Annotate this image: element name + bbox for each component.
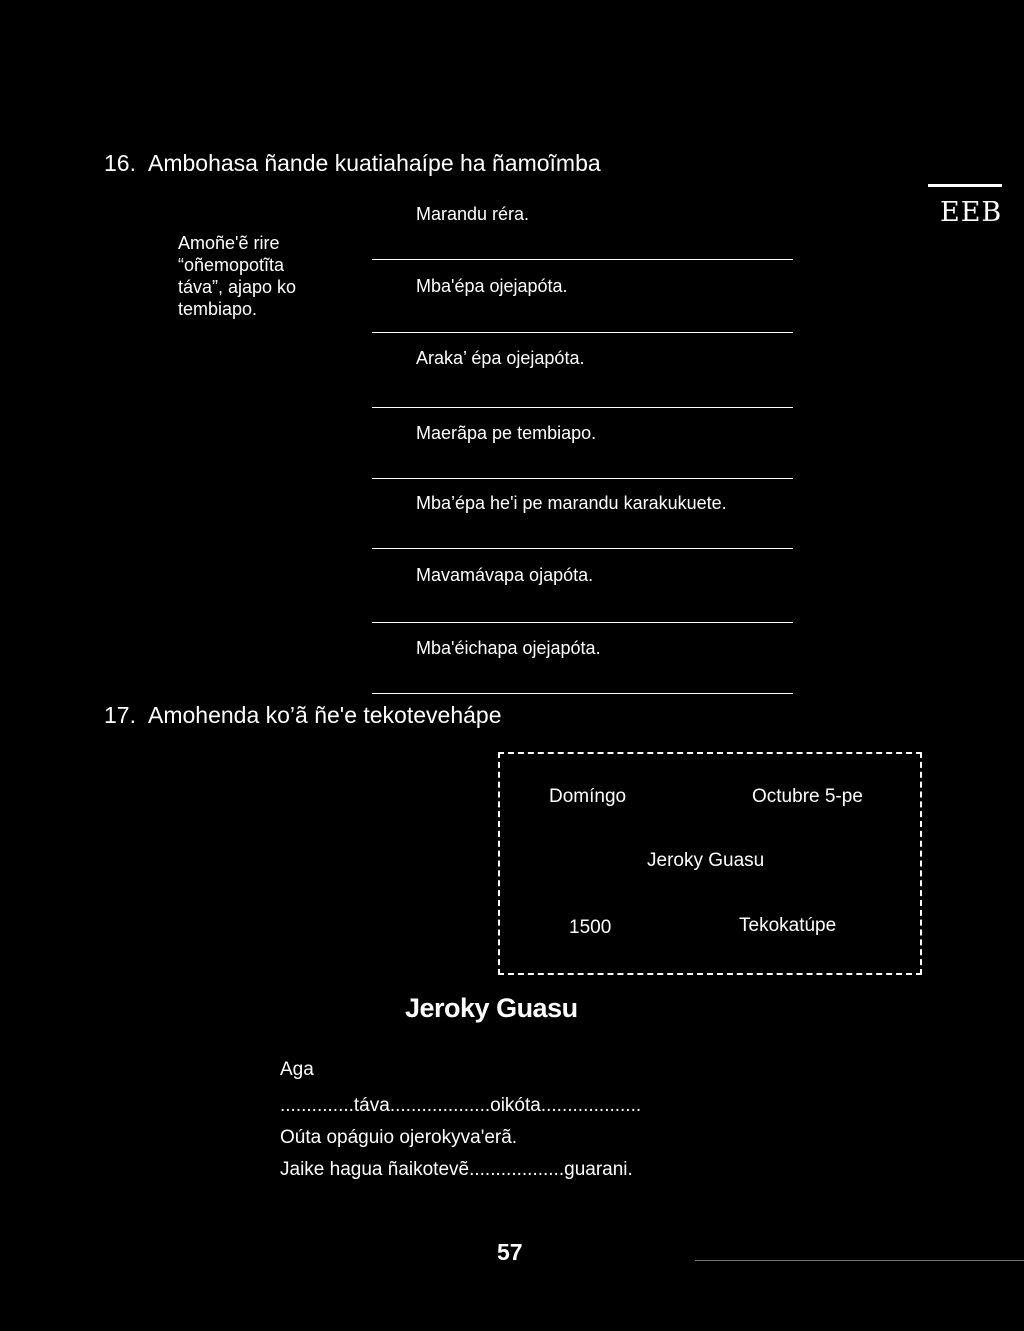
question-prompt: Marandu réra. <box>416 204 530 224</box>
footer-rule <box>695 1260 1024 1261</box>
exercise-17-heading <box>104 702 502 729</box>
invitation-place: Tekokatúpe <box>739 915 837 936</box>
answer-line[interactable] <box>372 548 793 549</box>
question-prompt: Mba'épa ojejapóta. <box>416 276 568 296</box>
body-line-2 <box>280 1095 641 1117</box>
instruction-line: “oñemopotĩta <box>178 255 285 275</box>
instruction-line: Amoñe'ẽ rire <box>178 233 280 253</box>
exercise-16-title: Ambohasa ñande kuatiahaípe ha ñamoĩmba <box>148 150 601 176</box>
question-prompt: Mba'éichapa ojejapóta. <box>416 638 601 658</box>
question-prompt: Mba’épa he'i pe marandu karakukuete. <box>416 493 727 513</box>
eeb-logo: EEB <box>940 197 1003 228</box>
blank-dots[interactable]: .................. <box>469 1159 565 1180</box>
body-line-4 <box>280 1159 633 1181</box>
blank-dots[interactable]: .............. <box>280 1095 354 1116</box>
body-word: guarani. <box>564 1159 633 1180</box>
blank-dots[interactable]: ................... <box>389 1095 491 1116</box>
body-line-1: Aga <box>280 1059 314 1080</box>
exercise-16-instruction <box>178 232 358 320</box>
answer-line[interactable] <box>372 622 793 623</box>
body-word: táva <box>353 1095 390 1116</box>
blank-dots[interactable]: ................... <box>540 1095 642 1116</box>
instruction-line: táva”, ajapo ko <box>178 277 297 297</box>
event-headline: Jeroky Guasu <box>405 993 578 1023</box>
answer-line[interactable] <box>372 407 793 408</box>
question-prompt: Mavamávapa ojapóta. <box>416 565 594 585</box>
instruction-line: tembiapo. <box>178 299 258 319</box>
body-line-3: Oúta opáguio ojerokyva'erã. <box>280 1127 518 1148</box>
page-number: 57 <box>497 1239 523 1265</box>
body-word: Jaike hagua ñaikotevẽ <box>280 1159 470 1180</box>
question-prompt: Araka’ épa ojejapóta. <box>416 348 585 368</box>
answer-line[interactable] <box>372 478 793 479</box>
body-word: oikóta <box>490 1095 541 1116</box>
invitation-date: Octubre 5-pe <box>752 786 863 807</box>
invitation-day: Domíngo <box>549 786 627 807</box>
answer-line[interactable] <box>372 693 793 694</box>
answer-line[interactable] <box>372 259 793 260</box>
invitation-time: 1500 <box>569 917 612 938</box>
exercise-17-number: 17. <box>104 702 136 728</box>
answer-line[interactable] <box>372 332 793 333</box>
logo-bar <box>928 184 1002 187</box>
exercise-16-heading <box>104 150 601 177</box>
invitation-organizer: Jeroky Guasu <box>647 850 765 871</box>
question-prompt: Maerãpa pe tembiapo. <box>416 423 597 443</box>
exercise-16-number: 16. <box>104 150 136 176</box>
exercise-17-title: Amohenda ko’ã ñe'e tekotevehápe <box>148 702 502 728</box>
